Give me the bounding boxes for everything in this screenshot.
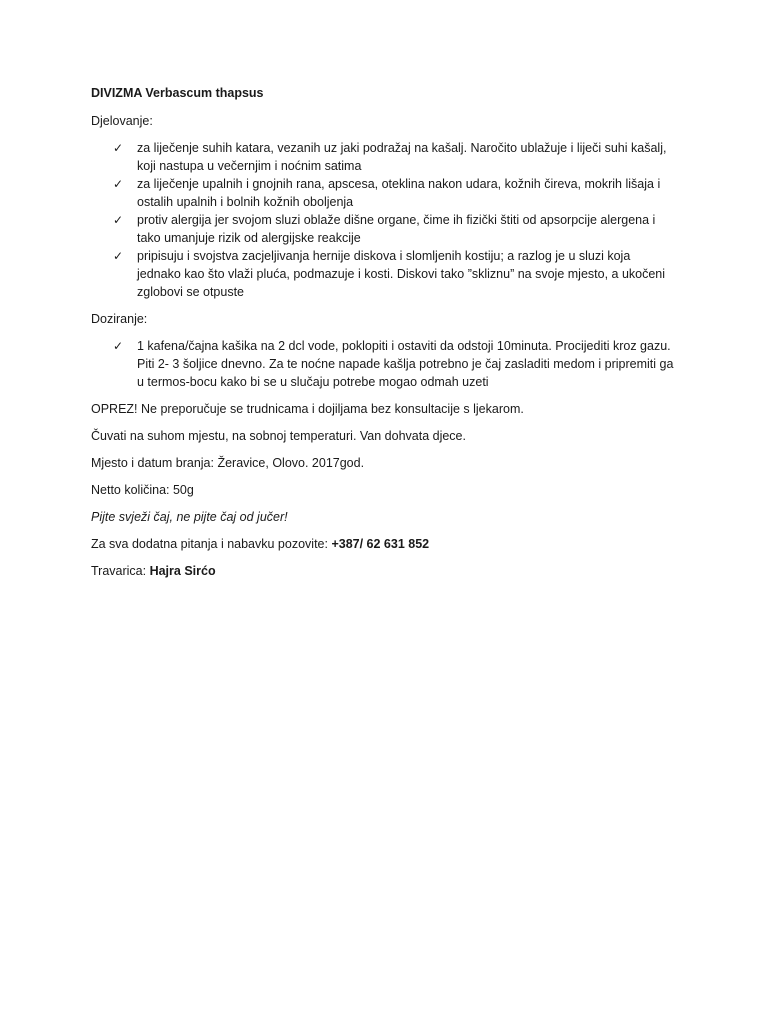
net-value: 50g [172, 483, 194, 497]
effect-text: za liječenje suhih katara, vezanih uz jaki podražaj na kašalj. Naročito ublažuje i liječi suhi kašalj, koji nastupa u večernjim i noćnim satima [137, 141, 667, 173]
herbalist-line [91, 562, 691, 580]
net-label: Netto količina: [91, 483, 173, 497]
effect-text: pripisuju i svojstva zacjeljivanja hernije diskova i slomljenih kostiju; a razlog je u sluzi koja jednako kao što vlaži pluća, podmazuje i kosti. Diskovi tako ”skliznu” na svoje mjesto, a ukočeni zglobovi se otpuste [137, 249, 666, 299]
check-icon: ✓ [113, 339, 124, 353]
herbalist-label: Travarica: [91, 564, 150, 578]
effects-label: Djelovanje: [91, 114, 153, 128]
check-icon: ✓ [113, 213, 124, 227]
harvest-text: Mjesto i datum branja: Žeravice, Olovo. 2017god. [91, 456, 365, 470]
contact-phone: +387/ 62 631 852 [331, 537, 430, 551]
warning-text: OPREZ! Ne preporučuje se trudnicama i dojiljama bez konsultacije s ljekarom. [91, 402, 524, 416]
list-item [91, 337, 691, 391]
list-item [91, 175, 691, 211]
list-item [91, 211, 691, 247]
document-page [91, 84, 691, 589]
list-item [91, 247, 691, 301]
list-item [91, 139, 691, 175]
herbalist-name: Hajra Sirćo [149, 564, 216, 578]
check-icon: ✓ [113, 177, 124, 191]
contact-line [91, 535, 691, 553]
storage-text: Čuvati na suhom mjestu, na sobnoj temperaturi. Van dohvata djece. [91, 429, 466, 443]
effects-list [91, 139, 691, 301]
effect-text: protiv alergija jer svojom sluzi oblaže dišne organe, čime ih fizički štiti od apsorpcije alergena i tako umanjuje rizik od alergijske reakcije [137, 213, 656, 245]
dosage-list [91, 337, 691, 391]
dosage-label: Doziranje: [91, 312, 148, 326]
contact-label: Za sva dodatna pitanja i nabavku pozovite: [91, 537, 332, 551]
motto-text: Pijte svježi čaj, ne pijte čaj od jučer! [91, 510, 288, 524]
check-icon: ✓ [113, 141, 124, 155]
net-quantity [91, 481, 691, 499]
effect-text: za liječenje upalnih i gnojnih rana, apscesa, oteklina nakon udara, kožnih čireva, mokrih lišaja i ostalih upalnih i bolnih kožnih oboljenja [137, 177, 661, 209]
check-icon: ✓ [113, 249, 124, 263]
dosage-text: 1 kafena/čajna kašika na 2 dcl vode, poklopiti i ostaviti da odstoji 10minuta. Procijediti kroz gazu. Piti 2- 3 šoljice dnevno. Za te noćne napade kašlja potrebno je čaj zasladiti medom i pripremiti ga u termos-bocu kako bi se u slučaju potrebe mogao odmah uzeti [137, 339, 674, 389]
document-title: DIVIZMA Verbascum thapsus [91, 86, 264, 100]
